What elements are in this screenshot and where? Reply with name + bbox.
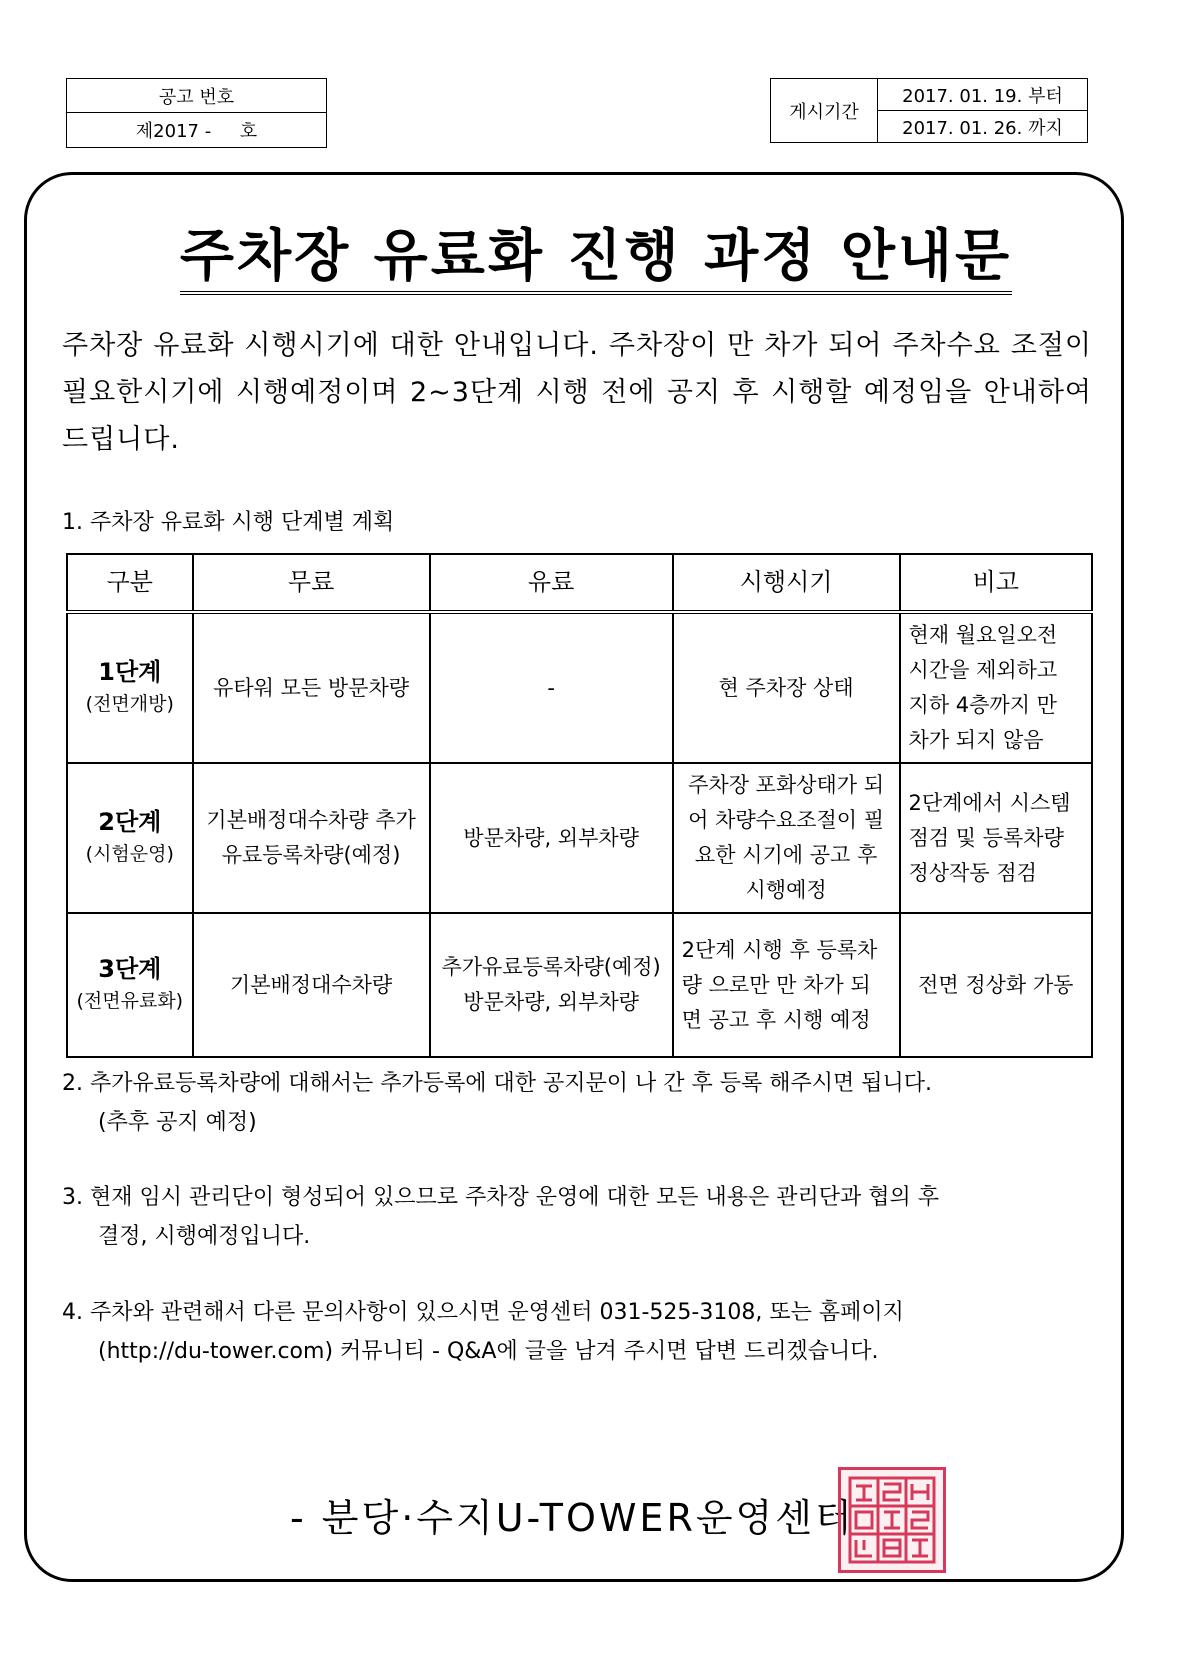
stage-name: 1단계 bbox=[98, 658, 162, 686]
note-cell: 2단계에서 시스템 점검 및 등록차량 정상작동 점검 bbox=[900, 763, 1092, 913]
header-timing: 시행시기 bbox=[673, 554, 900, 612]
paid-cell: 방문차량, 외부차량 bbox=[430, 763, 673, 913]
item-2-sub: (추후 공지 예정) bbox=[98, 1110, 257, 1135]
item-4 bbox=[62, 1293, 1092, 1371]
paid-cell: - bbox=[430, 612, 673, 763]
notice-number-box bbox=[66, 78, 327, 148]
official-seal-icon bbox=[838, 1467, 946, 1573]
stage-name: 2단계 bbox=[98, 808, 162, 836]
note-cell: 전면 정상화 가동 bbox=[900, 913, 1092, 1057]
stage-cell bbox=[67, 913, 193, 1057]
stage-cell bbox=[67, 763, 193, 913]
item-4-sub: (http://du-tower.com) 커뮤니티 - Q&A에 글을 남겨 주시면 답변 드리겠습니다. bbox=[98, 1339, 879, 1364]
table-row bbox=[67, 763, 1092, 913]
free-cell: 기본배정대수차량 추가유료등록차량(예정) bbox=[193, 763, 430, 913]
posting-period-label: 게시기간 bbox=[771, 79, 878, 142]
stage-name: 3단계 bbox=[98, 955, 162, 983]
item-3 bbox=[62, 1178, 1092, 1256]
timing-cell: 주차장 포화상태가 되어 차량수요조절이 필요한 시기에 공고 후 시행예정 bbox=[673, 763, 900, 913]
posting-period-to: 2017. 01. 26. 까지 bbox=[878, 110, 1087, 142]
note-cell: 현재 월요일오전 시간을 제외하고 지하 4층까지 만 차가 되지 않음 bbox=[900, 612, 1092, 763]
paid-cell: 추가유료등록차량(예정) 방문차량, 외부차량 bbox=[430, 913, 673, 1057]
item-2 bbox=[62, 1064, 1092, 1142]
issuer-signature: - 분당·수지U-TOWER운영센터 bbox=[290, 1496, 855, 1540]
section1-title: 1. 주차장 유료화 시행 단계별 계획 bbox=[62, 510, 395, 535]
table-header-row bbox=[67, 554, 1092, 612]
item-2-text: 2. 추가유료등록차량에 대해서는 추가등록에 대한 공지문이 나 간 후 등록 해주시면 됩니다. bbox=[62, 1071, 932, 1096]
stage-cell bbox=[67, 612, 193, 763]
item-4-text: 4. 주차와 관련해서 다른 문의사항이 있으시면 운영센터 031-525-3108, 또는 홈페이지 bbox=[62, 1300, 904, 1325]
header-category: 구분 bbox=[67, 554, 193, 612]
table-row bbox=[67, 612, 1092, 763]
seal-graphic bbox=[841, 1470, 943, 1570]
stage-sub: (시험운영) bbox=[85, 843, 174, 865]
intro-paragraph: 주차장 유료화 시행시기에 대한 안내입니다. 주차장이 만 차가 되어 주차수요 조절이 필요한시기에 시행예정이며 2~3단계 시행 전에 공지 후 시행할 예정임을 안내하여 드립니다. bbox=[62, 330, 1092, 455]
header-note: 비고 bbox=[900, 554, 1092, 612]
document-title: 주차장 유료화 진행 과정 안내문 bbox=[0, 212, 1192, 292]
posting-period-box bbox=[770, 78, 1088, 143]
timing-cell: 현 주차장 상태 bbox=[673, 612, 900, 763]
item-3-sub: 결정, 시행예정입니다. bbox=[98, 1224, 311, 1249]
timing-cell: 2단계 시행 후 등록차량 으로만 만 차가 되면 공고 후 시행 예정 bbox=[673, 913, 900, 1057]
notice-number-label: 공고 번호 bbox=[158, 86, 235, 108]
free-cell: 기본배정대수차량 bbox=[193, 913, 430, 1057]
table-row bbox=[67, 913, 1092, 1057]
header-paid: 유료 bbox=[430, 554, 673, 612]
item-3-text: 3. 현재 임시 관리단이 형성되어 있으므로 주차장 운영에 대한 모든 내용은 관리단과 협의 후 bbox=[62, 1185, 939, 1210]
stage-sub: (전면유료화) bbox=[76, 990, 184, 1012]
plan-table bbox=[66, 553, 1093, 1058]
notice-number-value: 제2017 - 호 bbox=[67, 112, 326, 146]
posting-period-from: 2017. 01. 19. 부터 bbox=[902, 85, 1063, 107]
header-free: 무료 bbox=[193, 554, 430, 612]
free-cell: 유타워 모든 방문차량 bbox=[193, 612, 430, 763]
stage-sub: (전면개방) bbox=[85, 693, 174, 715]
